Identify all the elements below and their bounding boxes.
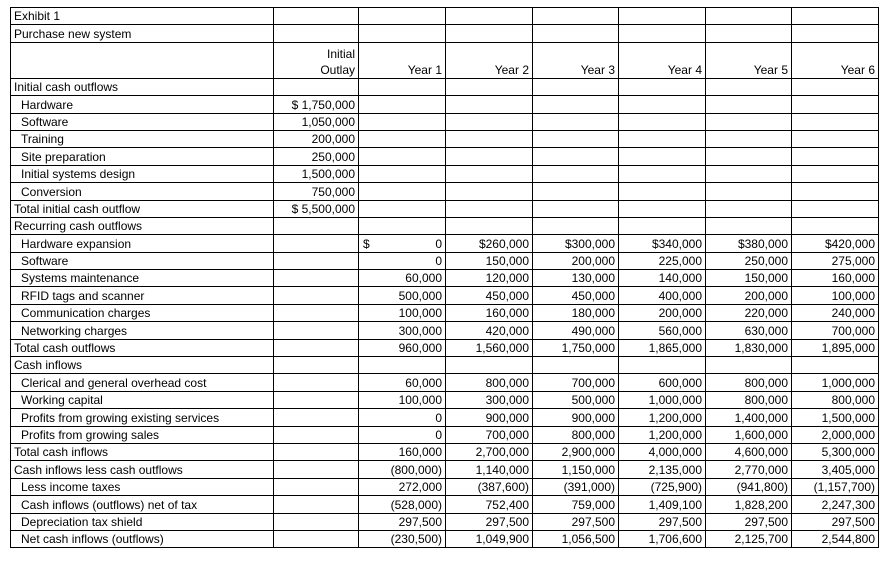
- total-row: [11, 443, 879, 460]
- empty-cell: [792, 183, 879, 200]
- row-label: Clerical and general overhead cost: [11, 374, 274, 391]
- empty-cell: [274, 357, 359, 374]
- row-label: Cash inflows less cash outflows: [11, 461, 274, 478]
- exhibit-row: [11, 8, 879, 25]
- row-label: Software: [11, 252, 274, 269]
- table-row: [11, 270, 879, 287]
- header-initial-outlay: [274, 42, 359, 78]
- initial-outlay-value: 1,500,000: [274, 165, 359, 182]
- value-year-3: 1,056,500: [533, 530, 619, 547]
- value-year-1: (528,000): [359, 496, 446, 513]
- empty-cell: [706, 165, 792, 182]
- table-row: [11, 374, 879, 391]
- table-row: [11, 322, 879, 339]
- empty-cell: [274, 461, 359, 478]
- empty-cell: [359, 25, 446, 42]
- empty-cell: [792, 130, 879, 147]
- empty-cell: [706, 113, 792, 130]
- value-year-4: 297,500: [619, 513, 706, 530]
- empty-cell: [792, 25, 879, 42]
- value-year-4: 1,200,000: [619, 409, 706, 426]
- header-year-1: Year 1: [359, 42, 446, 78]
- section-row: [11, 217, 879, 234]
- total-row: [11, 200, 879, 217]
- empty-cell: [619, 165, 706, 182]
- value-year-3: $300,000: [533, 235, 619, 252]
- value-year-4: 1,409,100: [619, 496, 706, 513]
- value-year-1: 272,000: [359, 478, 446, 495]
- empty-cell: [533, 148, 619, 165]
- empty-cell: [446, 25, 533, 42]
- value-year-3: 900,000: [533, 409, 619, 426]
- table-row: [11, 183, 879, 200]
- row-label: Networking charges: [11, 322, 274, 339]
- empty-cell: [274, 304, 359, 321]
- empty-cell: [274, 496, 359, 513]
- empty-cell: [619, 96, 706, 113]
- value-year-6: (1,157,700): [792, 478, 879, 495]
- value-year-6: 240,000: [792, 304, 879, 321]
- row-label: Conversion: [11, 183, 274, 200]
- total-year-1: 160,000: [359, 443, 446, 460]
- value-year-5: 1,400,000: [706, 409, 792, 426]
- table-row: [11, 409, 879, 426]
- empty-cell: [274, 322, 359, 339]
- value-text: 0: [435, 236, 442, 251]
- value-year-3: 180,000: [533, 304, 619, 321]
- total-year-2: 1,560,000: [446, 339, 533, 356]
- dollar-sign: $: [363, 236, 370, 251]
- value-year-1: 300,000: [359, 322, 446, 339]
- empty-cell: [446, 148, 533, 165]
- empty-cell: [619, 217, 706, 234]
- value-year-4: 1,706,600: [619, 530, 706, 547]
- value-year-1: (800,000): [359, 461, 446, 478]
- table-row: [11, 165, 879, 182]
- section-title: Recurring cash outflows: [11, 217, 274, 234]
- value-year-6: 2,000,000: [792, 426, 879, 443]
- empty-cell: [533, 25, 619, 42]
- total-year-3: 2,900,000: [533, 443, 619, 460]
- empty-cell: [446, 130, 533, 147]
- table-row: [11, 287, 879, 304]
- value-year-5: 200,000: [706, 287, 792, 304]
- empty-cell: [446, 183, 533, 200]
- table-row: [11, 113, 879, 130]
- value-year-6: 1,000,000: [792, 374, 879, 391]
- empty-cell: [619, 200, 706, 217]
- section-title: Initial cash outflows: [11, 78, 274, 95]
- empty-cell: [359, 78, 446, 95]
- empty-cell: [792, 78, 879, 95]
- value-year-1: 100,000: [359, 304, 446, 321]
- value-year-3: 490,000: [533, 322, 619, 339]
- empty-cell: [792, 200, 879, 217]
- row-label: Depreciation tax shield: [11, 513, 274, 530]
- total-row: [11, 339, 879, 356]
- value-year-2: 160,000: [446, 304, 533, 321]
- header-year-4: Year 4: [619, 42, 706, 78]
- empty-cell: [706, 78, 792, 95]
- empty-cell: [619, 113, 706, 130]
- empty-cell: [533, 8, 619, 25]
- empty-cell: [274, 391, 359, 408]
- empty-cell: [274, 478, 359, 495]
- total-year-1: 960,000: [359, 339, 446, 356]
- section-row: [11, 357, 879, 374]
- value-year-1: 0: [359, 409, 446, 426]
- empty-cell: [274, 443, 359, 460]
- value-year-2: (387,600): [446, 478, 533, 495]
- empty-cell: [706, 217, 792, 234]
- value-year-2: 450,000: [446, 287, 533, 304]
- value-year-4: 600,000: [619, 374, 706, 391]
- value-year-4: 560,000: [619, 322, 706, 339]
- empty-cell: [446, 357, 533, 374]
- value-year-3: 500,000: [533, 391, 619, 408]
- value-year-2: 297,500: [446, 513, 533, 530]
- total-year-4: 4,000,000: [619, 443, 706, 460]
- table-row: [11, 461, 879, 478]
- empty-cell: [359, 217, 446, 234]
- table-row: [11, 513, 879, 530]
- row-label: Cash inflows (outflows) net of tax: [11, 496, 274, 513]
- empty-cell: [446, 165, 533, 182]
- value-year-6: 2,544,800: [792, 530, 879, 547]
- value-year-1: 0: [359, 252, 446, 269]
- value-year-3: 800,000: [533, 426, 619, 443]
- subtitle-row: [11, 25, 879, 42]
- total-year-6: 5,300,000: [792, 443, 879, 460]
- value-year-5: 250,000: [706, 252, 792, 269]
- empty-cell: [533, 78, 619, 95]
- value-year-3: 450,000: [533, 287, 619, 304]
- empty-cell: [792, 165, 879, 182]
- empty-cell: [706, 357, 792, 374]
- total-year-6: 1,895,000: [792, 339, 879, 356]
- empty-cell: [792, 357, 879, 374]
- value-year-3: 700,000: [533, 374, 619, 391]
- empty-cell: [446, 217, 533, 234]
- empty-cell: [792, 217, 879, 234]
- value-year-4: $340,000: [619, 235, 706, 252]
- initial-outlay-value: 1,050,000: [274, 113, 359, 130]
- total-label: Total cash outflows: [11, 339, 274, 356]
- table-row: [11, 235, 879, 252]
- header-year-3: Year 3: [533, 42, 619, 78]
- table-row: [11, 130, 879, 147]
- value-year-6: 2,247,300: [792, 496, 879, 513]
- empty-cell: [274, 374, 359, 391]
- empty-cell: [359, 8, 446, 25]
- exhibit-title: Exhibit 1: [11, 8, 274, 25]
- value-year-6: 297,500: [792, 513, 879, 530]
- value-year-2: 120,000: [446, 270, 533, 287]
- value-year-1: 500,000: [359, 287, 446, 304]
- value-year-4: 2,135,000: [619, 461, 706, 478]
- value-year-2: 300,000: [446, 391, 533, 408]
- value-year-1: (230,500): [359, 530, 446, 547]
- value-year-3: 759,000: [533, 496, 619, 513]
- value-year-3: 297,500: [533, 513, 619, 530]
- value-year-2: 420,000: [446, 322, 533, 339]
- value-year-1: 60,000: [359, 374, 446, 391]
- value-year-4: 1,000,000: [619, 391, 706, 408]
- empty-cell: [446, 113, 533, 130]
- table-row: [11, 530, 879, 547]
- value-year-6: 100,000: [792, 287, 879, 304]
- empty-cell: [533, 113, 619, 130]
- empty-cell: [359, 148, 446, 165]
- value-year-1: 100,000: [359, 391, 446, 408]
- initial-outlay-value: 200,000: [274, 130, 359, 147]
- table-row: [11, 252, 879, 269]
- value-year-6: 800,000: [792, 391, 879, 408]
- value-year-2: 1,049,900: [446, 530, 533, 547]
- initial-outlay-value: $ 1,750,000: [274, 96, 359, 113]
- empty-cell: [619, 357, 706, 374]
- subtitle: Purchase new system: [11, 25, 274, 42]
- row-label: RFID tags and scanner: [11, 287, 274, 304]
- row-label: Hardware expansion: [11, 235, 274, 252]
- empty-cell: [619, 148, 706, 165]
- value-year-2: 752,400: [446, 496, 533, 513]
- empty-cell: [792, 148, 879, 165]
- empty-cell: [792, 96, 879, 113]
- row-label: Communication charges: [11, 304, 274, 321]
- row-label: Profits from growing existing services: [11, 409, 274, 426]
- total-label: Total initial cash outflow: [11, 200, 274, 217]
- table-row: [11, 148, 879, 165]
- empty-cell: [274, 513, 359, 530]
- empty-cell: [274, 235, 359, 252]
- total-year-4: 1,865,000: [619, 339, 706, 356]
- empty-cell: [533, 130, 619, 147]
- table-row: [11, 391, 879, 408]
- header-year-2: Year 2: [446, 42, 533, 78]
- value-year-5: 2,125,700: [706, 530, 792, 547]
- empty-cell: [533, 183, 619, 200]
- initial-outlay-value: 750,000: [274, 183, 359, 200]
- value-year-5: 630,000: [706, 322, 792, 339]
- empty-cell: [706, 96, 792, 113]
- empty-cell: [446, 8, 533, 25]
- empty-cell: [706, 25, 792, 42]
- table-row: [11, 426, 879, 443]
- empty-cell: [619, 183, 706, 200]
- empty-cell: [533, 200, 619, 217]
- row-label: Net cash inflows (outflows): [11, 530, 274, 547]
- empty-cell: [274, 339, 359, 356]
- empty-cell: [619, 78, 706, 95]
- header-year-5: Year 5: [706, 42, 792, 78]
- row-label: Systems maintenance: [11, 270, 274, 287]
- value-year-5: 800,000: [706, 374, 792, 391]
- empty-cell: [274, 252, 359, 269]
- value-year-5: 1,828,200: [706, 496, 792, 513]
- value-year-2: 900,000: [446, 409, 533, 426]
- value-year-6: 3,405,000: [792, 461, 879, 478]
- row-label: Initial systems design: [11, 165, 274, 182]
- value-year-5: 297,500: [706, 513, 792, 530]
- value-year-3: 130,000: [533, 270, 619, 287]
- value-year-6: 275,000: [792, 252, 879, 269]
- total-year-2: 2,700,000: [446, 443, 533, 460]
- empty-cell: [359, 113, 446, 130]
- empty-cell: [533, 96, 619, 113]
- value-year-1: 297,500: [359, 513, 446, 530]
- initial-outlay-value: 250,000: [274, 148, 359, 165]
- section-title: Cash inflows: [11, 357, 274, 374]
- table-row: [11, 304, 879, 321]
- empty-cell: [706, 183, 792, 200]
- value-year-5: 150,000: [706, 270, 792, 287]
- row-label: Less income taxes: [11, 478, 274, 495]
- header-initial-line2: Outlay: [320, 62, 355, 77]
- value-year-5: 2,770,000: [706, 461, 792, 478]
- header-row: [11, 42, 879, 78]
- section-row: [11, 78, 879, 95]
- table-row: [11, 96, 879, 113]
- value-year-5: (941,800): [706, 478, 792, 495]
- value-year-5: 220,000: [706, 304, 792, 321]
- value-year-1: 0: [359, 426, 446, 443]
- empty-cell: [792, 113, 879, 130]
- value-year-4: 140,000: [619, 270, 706, 287]
- value-year-2: 700,000: [446, 426, 533, 443]
- empty-cell: [274, 25, 359, 42]
- empty-cell: [11, 42, 274, 78]
- empty-cell: [359, 183, 446, 200]
- empty-cell: [359, 165, 446, 182]
- value-year-2: 1,140,000: [446, 461, 533, 478]
- empty-cell: [533, 357, 619, 374]
- value-year-4: 225,000: [619, 252, 706, 269]
- value-year-4: 200,000: [619, 304, 706, 321]
- empty-cell: [706, 148, 792, 165]
- value-year-1: [359, 235, 446, 252]
- empty-cell: [619, 130, 706, 147]
- cash-flow-table: [10, 7, 879, 548]
- value-year-5: 800,000: [706, 391, 792, 408]
- empty-cell: [274, 530, 359, 547]
- value-year-4: 1,200,000: [619, 426, 706, 443]
- empty-cell: [359, 96, 446, 113]
- value-year-2: 150,000: [446, 252, 533, 269]
- value-year-3: (391,000): [533, 478, 619, 495]
- empty-cell: [274, 270, 359, 287]
- empty-cell: [274, 426, 359, 443]
- value-year-4: 400,000: [619, 287, 706, 304]
- value-year-2: $260,000: [446, 235, 533, 252]
- empty-cell: [274, 8, 359, 25]
- total-year-5: 4,600,000: [706, 443, 792, 460]
- table-row: [11, 478, 879, 495]
- total-label: Total cash inflows: [11, 443, 274, 460]
- empty-cell: [274, 217, 359, 234]
- value-year-5: $380,000: [706, 235, 792, 252]
- empty-cell: [706, 8, 792, 25]
- empty-cell: [619, 8, 706, 25]
- empty-cell: [446, 96, 533, 113]
- header-year-6: Year 6: [792, 42, 879, 78]
- value-year-6: 700,000: [792, 322, 879, 339]
- row-label: Training: [11, 130, 274, 147]
- empty-cell: [792, 8, 879, 25]
- value-year-6: 160,000: [792, 270, 879, 287]
- empty-cell: [446, 200, 533, 217]
- total-initial-outlay: $ 5,500,000: [274, 200, 359, 217]
- row-label: Hardware: [11, 96, 274, 113]
- row-label: Software: [11, 113, 274, 130]
- row-label: Profits from growing sales: [11, 426, 274, 443]
- value-year-3: 200,000: [533, 252, 619, 269]
- empty-cell: [533, 217, 619, 234]
- value-year-6: 1,500,000: [792, 409, 879, 426]
- empty-cell: [359, 200, 446, 217]
- value-year-3: 1,150,000: [533, 461, 619, 478]
- row-label: Working capital: [11, 391, 274, 408]
- empty-cell: [274, 78, 359, 95]
- table-row: [11, 496, 879, 513]
- empty-cell: [533, 165, 619, 182]
- total-year-5: 1,830,000: [706, 339, 792, 356]
- empty-cell: [274, 409, 359, 426]
- empty-cell: [274, 287, 359, 304]
- table-body: [11, 8, 879, 548]
- value-year-2: 800,000: [446, 374, 533, 391]
- empty-cell: [359, 357, 446, 374]
- value-year-1: 60,000: [359, 270, 446, 287]
- empty-cell: [619, 25, 706, 42]
- header-initial-line1: Initial: [326, 46, 355, 61]
- value-year-5: 1,600,000: [706, 426, 792, 443]
- empty-cell: [359, 130, 446, 147]
- row-label: Site preparation: [11, 148, 274, 165]
- empty-cell: [446, 78, 533, 95]
- value-year-6: $420,000: [792, 235, 879, 252]
- empty-cell: [706, 200, 792, 217]
- empty-cell: [706, 130, 792, 147]
- value-year-4: (725,900): [619, 478, 706, 495]
- total-year-3: 1,750,000: [533, 339, 619, 356]
